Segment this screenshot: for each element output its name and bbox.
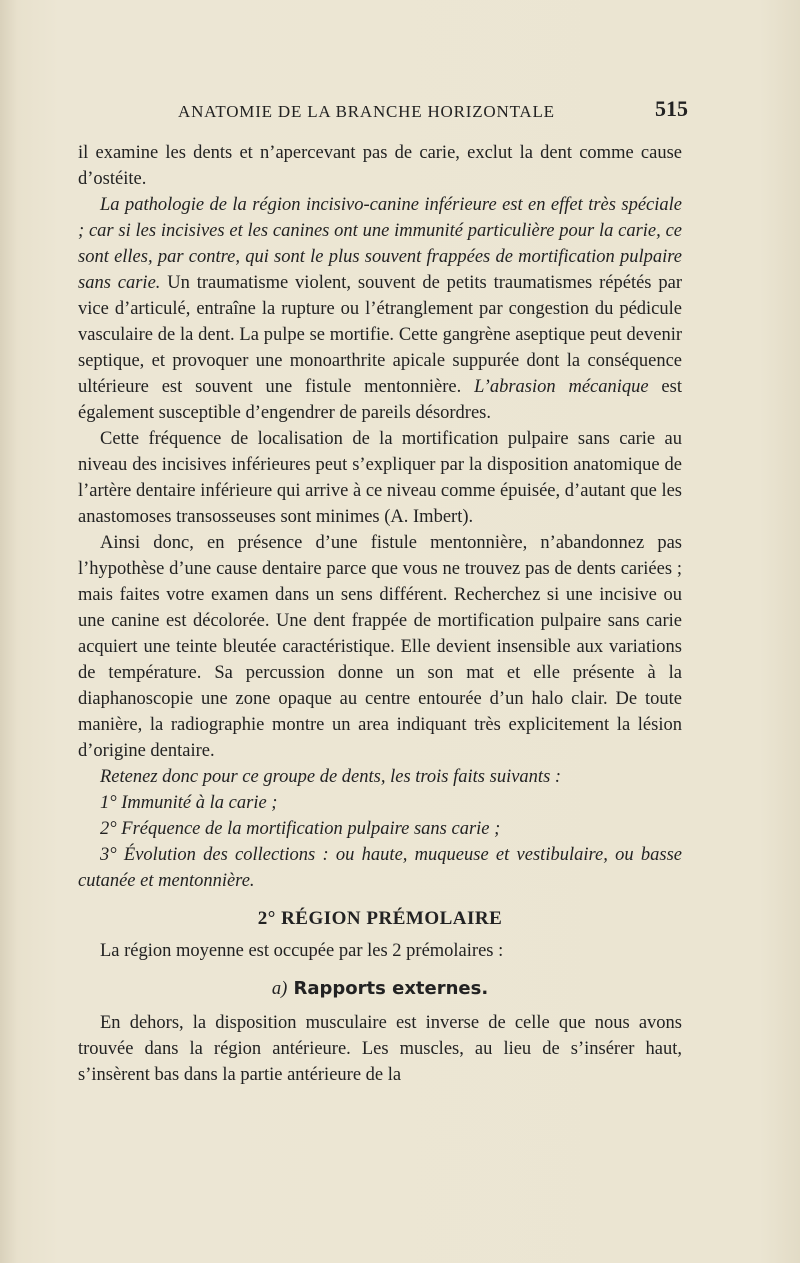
paragraph-1: il examine les dents et n’apercevant pas de carie, exclut la dent comme cause d’ostéite. — [78, 143, 682, 189]
paragraph-2-italic-term: L’abrasion mécanique — [474, 377, 649, 397]
paragraph-4: Ainsi donc, en présence d’une fistule mentonnière, n’abandonnez pas l’hypothèse d’une cause dentaire parce que vous ne trouvez pas de dents cariées ; mais faites votre examen dans un sens différent. Recherchez si une incisive ou une canine est décolorée. Une dent frappée de mortification pulpaire sans carie acquiert une teinte bleutée caractéristique. Elle devient insensible aux variations de température. Sa percussion donne un son mat et elle présente à la diaphanoscopie une zone opaque au centre entourée d’un halo clair. De toute manière, la radiographie montre un area indiquant très explicitement la lésion d’origine dentaire. — [78, 533, 682, 761]
paragraph-2-rest: Un traumatisme violent, souvent de petits traumatismes répétés par vice d’articulé, entraîne la rupture ou l’étranglement par congestion du pédicule vasculaire de la dent. La pulpe se mortifie. Cette gangrène aseptique peut devenir septique, et provoquer une monoarthrite apicale suppurée dont la conséquence ultérieure est souvent une fistule mentonnière. — [78, 273, 682, 397]
paragraph-5: Retenez donc pour ce groupe de dents, les trois faits suivants : — [100, 767, 562, 787]
page-number: 515 — [655, 96, 688, 121]
subsection-letter: a) — [271, 979, 288, 999]
list-item-3: 3° Évolution des collections : ou haute, muqueuse et vestibulaire, ou basse cutanée et mentonnière. — [78, 845, 682, 891]
paragraph-3: Cette fréquence de localisation de la mortification pulpaire sans carie au niveau des incisives inférieures peut s’expliquer par la disposition anatomique de l’artère dentaire inférieure qui arrive à ce niveau comme épuisée, d’autant que les anastomoses transosseuses sont minimes (A. Imbert). — [78, 429, 682, 527]
section-title: 2° RÉGION PRÉMOLAIRE — [257, 908, 503, 929]
subsection-title: Rapports externes. — [287, 978, 489, 999]
paragraph-2-italic: La pathologie de la région incisivo-canine inférieure est en effet très spéciale ; car si les incisives et les canines ont une immunité particulière pour la carie, ce sont elles, par contre, qui sont le plus souvent frappées de mortification pulpaire sans carie. — [78, 195, 682, 293]
subsection-heading — [78, 976, 682, 1002]
list-item-1: 1° Immunité à la carie ; — [100, 793, 278, 813]
section-intro: La région moyenne est occupée par les 2 prémolaires : — [100, 941, 504, 961]
paragraph-6: En dehors, la disposition musculaire est inverse de celle que nous avons trouvée dans la région antérieure. Les muscles, au lieu de s’insérer haut, s’insèrent bas dans la partie antérieure de la — [78, 1013, 682, 1085]
list-item-2: 2° Fréquence de la mortification pulpaire sans carie ; — [100, 819, 501, 839]
paragraph-2 — [78, 192, 682, 426]
page-body — [78, 140, 682, 1088]
running-title: ANATOMIE DE LA BRANCHE HORIZONTALE — [178, 102, 555, 121]
paragraph-2-end: est également susceptible d’engendrer de pareils désordres. — [78, 377, 682, 423]
